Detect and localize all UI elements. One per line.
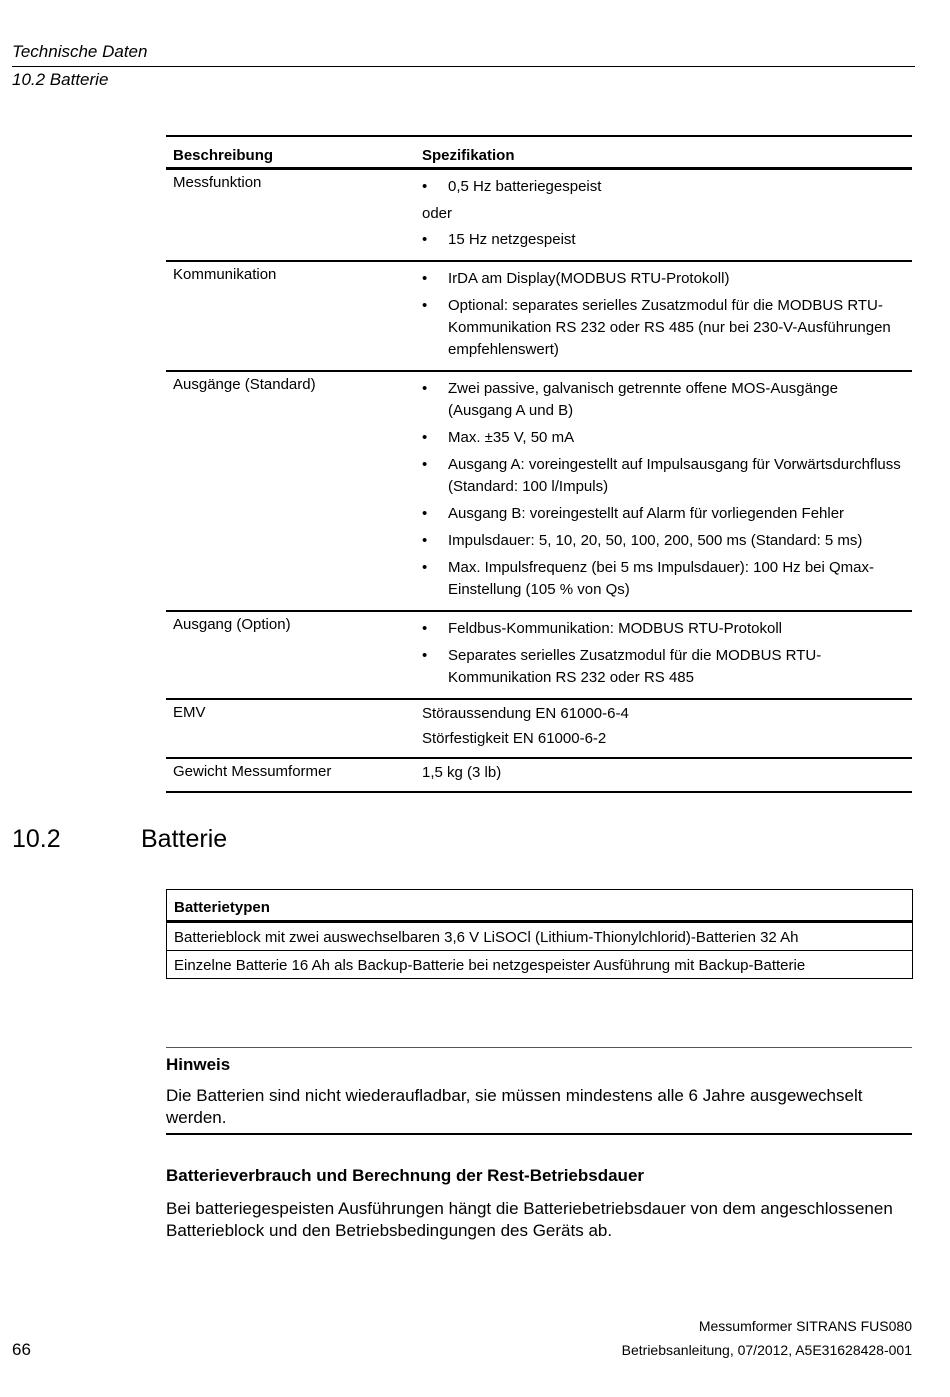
spec-table-row — [166, 612, 912, 700]
spec-table-header-row — [166, 137, 912, 170]
spec-row-values — [415, 262, 912, 370]
spec-row-label: Gewicht Messumformer — [173, 763, 332, 780]
spec-row-label: EMV — [173, 704, 206, 721]
spec-row-label: Messfunktion — [173, 174, 262, 191]
running-header-section: 10.2 Batterie — [12, 70, 109, 89]
section-number: 10.2 — [12, 825, 61, 853]
spec-header-specification: Spezifikation — [422, 147, 515, 164]
spec-value-text: Störfestigkeit EN 61000-6-2 — [422, 730, 607, 747]
bullet-item — [422, 176, 904, 198]
spec-table-row — [166, 170, 912, 262]
spec-value-text: Störaussendung EN 61000-6-4 — [422, 705, 629, 722]
spec-row-values — [415, 170, 912, 260]
bullet-item — [422, 229, 904, 251]
battery-table — [166, 889, 913, 979]
bullet-icon: • — [422, 231, 428, 248]
bullet-icon: • — [422, 380, 428, 397]
bullet-icon: • — [422, 270, 428, 287]
bullet-text: Separates serielles Zusatzmodul für die MODBUS RTU-Kommunikation RS 232 oder RS 485 — [448, 647, 822, 686]
bullet-text: IrDA am Display(MODBUS RTU-Protokoll) — [448, 270, 730, 287]
battery-table-row: Einzelne Batterie 16 Ah als Backup-Batterie bei netzgespeister Ausführung mit Backup-Batterie — [174, 957, 806, 974]
spec-header-description: Beschreibung — [173, 147, 274, 164]
bullet-icon: • — [422, 505, 428, 522]
note-title: Hinweis — [166, 1055, 231, 1074]
bullet-icon: • — [422, 620, 428, 637]
spec-row-values — [415, 372, 912, 610]
battery-table-row: Batterieblock mit zwei auswechselbaren 3,6 V LiSOCl (Lithium-Thionylchlorid)-Batterien 32 Ah — [167, 923, 912, 951]
footer-document: Betriebsanleitung, 07/2012, A5E31628428-001 — [621, 1342, 912, 1358]
bullet-icon: • — [422, 178, 428, 195]
bullet-item — [422, 295, 904, 361]
spec-table-row — [166, 372, 912, 612]
footer-page-number: 66 — [12, 1340, 31, 1359]
bullet-item — [422, 268, 904, 290]
footer-product: Messumformer SITRANS FUS080 — [698, 1318, 912, 1334]
bullet-icon: • — [422, 559, 428, 576]
note-text: Die Batterien sind nicht wiederaufladbar, sie müssen mindestens alle 6 Jahre ausgewechselt werden. — [166, 1086, 863, 1127]
running-header-chapter: Technische Daten — [12, 42, 148, 61]
spec-row-label: Ausgänge (Standard) — [173, 376, 316, 393]
bullet-item — [422, 530, 904, 552]
subsection-text: Bei batteriegespeisten Ausführungen hängt die Batteriebetriebsdauer von dem angeschlossenen Batterieblock und den Betriebsbedingungen des Geräts ab. — [166, 1199, 893, 1240]
note-bottom-rule — [166, 1133, 912, 1135]
bullet-text: Ausgang B: voreingestellt auf Alarm für vorliegenden Fehler — [448, 505, 845, 522]
bullet-text: Ausgang A: voreingestellt auf Impulsausgang für Vorwärtsdurchfluss (Standard: 100 l/Impuls) — [448, 456, 901, 495]
bullet-text: Feldbus-Kommunikation: MODBUS RTU-Protokoll — [448, 620, 782, 637]
bullet-item — [422, 378, 904, 422]
bullet-text: Zwei passive, galvanisch getrennte offene MOS-Ausgänge (Ausgang A und B) — [448, 380, 838, 419]
bullet-icon: • — [422, 647, 428, 664]
bullet-text: 0,5 Hz batteriegespeist — [448, 178, 602, 195]
bullet-text: Optional: separates serielles Zusatzmodul für die MODBUS RTU-Kommunikation RS 232 oder RS 485 (nur bei 230-V-Ausführungen empfehlenswert) — [448, 297, 891, 358]
spec-table — [166, 135, 912, 793]
bullet-text: 15 Hz netzgespeist — [448, 231, 576, 248]
bullet-icon: • — [422, 297, 428, 314]
bullet-icon: • — [422, 532, 428, 549]
bullet-text: Impulsdauer: 5, 10, 20, 50, 100, 200, 500 ms (Standard: 5 ms) — [448, 532, 863, 549]
spec-table-row — [166, 759, 912, 793]
bullet-icon: • — [422, 456, 428, 473]
spec-row-label: Kommunikation — [173, 266, 277, 283]
spec-table-body — [166, 170, 912, 793]
bullet-item — [422, 645, 904, 689]
battery-table-header: Batterietypen — [167, 890, 912, 923]
spec-row-values — [415, 759, 912, 791]
spec-row-label: Ausgang (Option) — [173, 616, 291, 633]
bullet-item — [422, 503, 904, 525]
spec-row-values — [415, 700, 912, 757]
spec-row-values — [415, 612, 912, 698]
spec-table-row — [166, 700, 912, 759]
bullet-item — [422, 454, 904, 498]
spec-value-text: 1,5 kg (3 lb) — [422, 764, 502, 781]
section-title: Batterie — [141, 825, 228, 853]
bullet-item — [422, 427, 904, 449]
subsection-title: Batterieverbrauch und Berechnung der Rest-Betriebsdauer — [166, 1166, 645, 1185]
bullet-text: Max. Impulsfrequenz (bei 5 ms Impulsdauer): 100 Hz bei Qmax-Einstellung (105 % von Qs) — [448, 559, 874, 598]
bullet-text: Max. ±35 V, 50 mA — [448, 429, 575, 446]
spec-value-text: oder — [422, 205, 453, 222]
bullet-item — [422, 557, 904, 601]
bullet-item — [422, 618, 904, 640]
bullet-icon: • — [422, 429, 428, 446]
spec-table-row — [166, 262, 912, 372]
note-top-rule — [166, 1047, 912, 1048]
header-rule — [12, 66, 915, 67]
